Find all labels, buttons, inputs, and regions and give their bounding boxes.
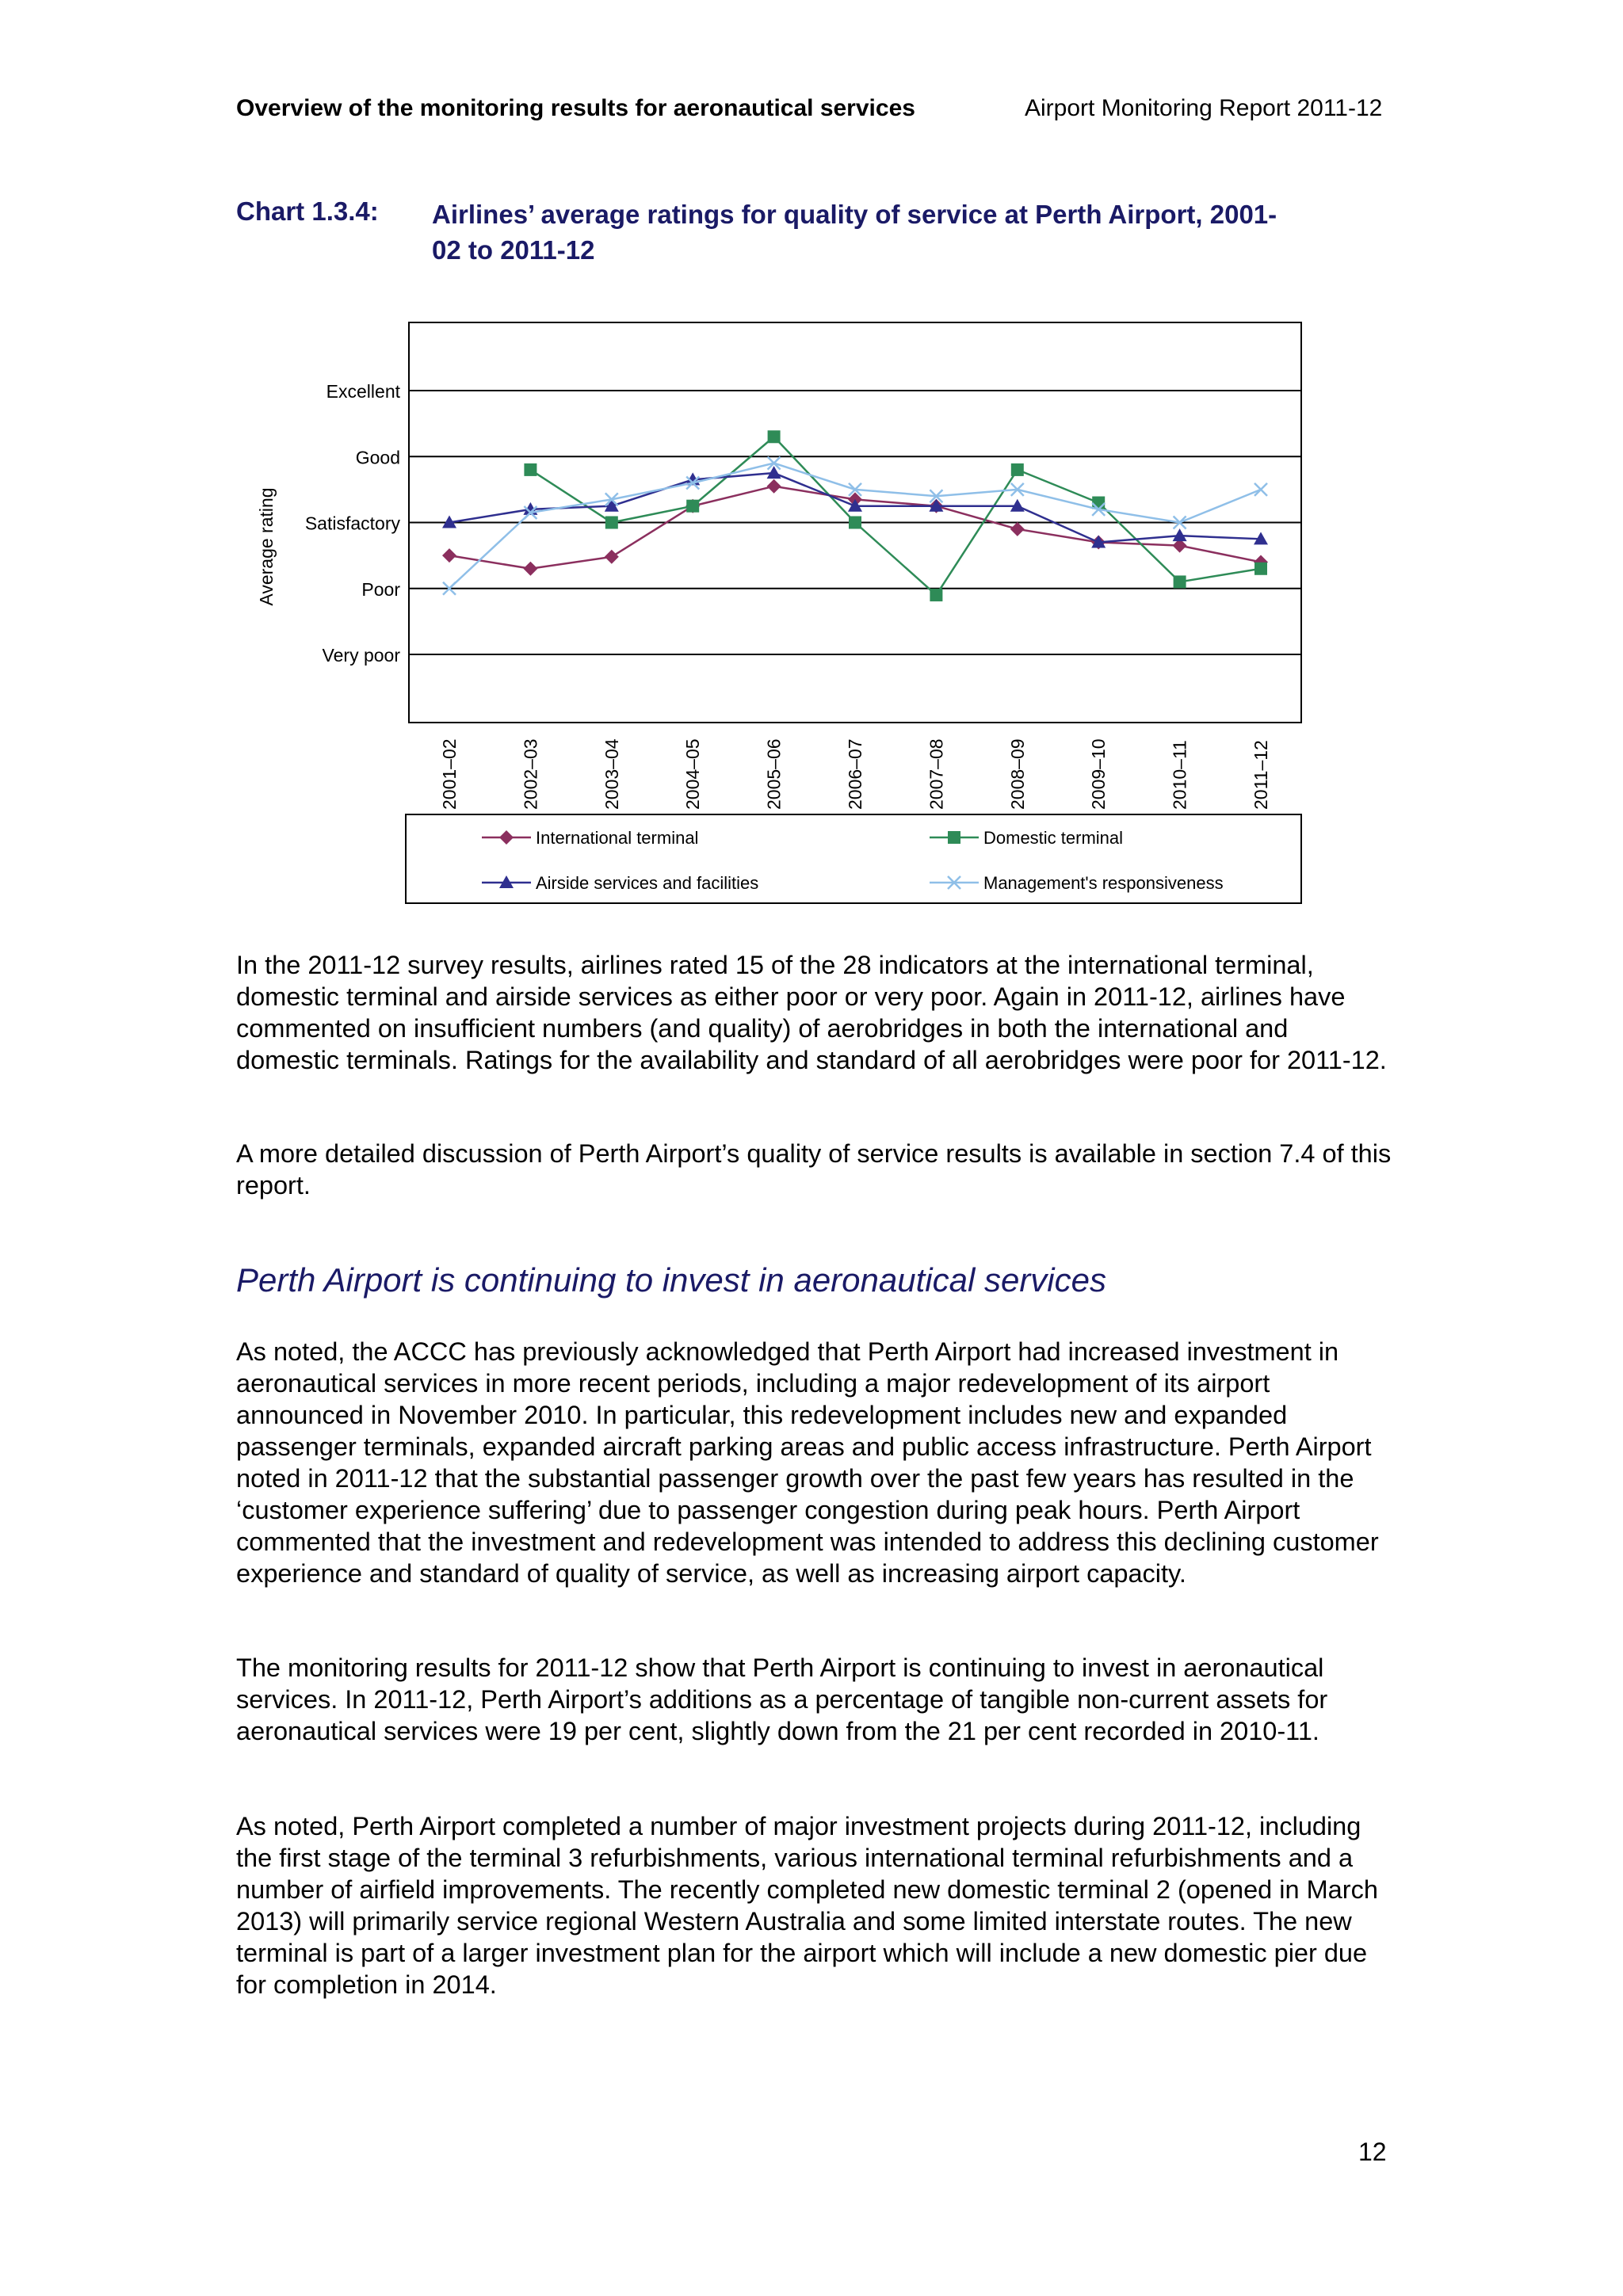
paragraph-investment-projects: As noted, Perth Airport completed a number of major investment projects during 2011-12, including the first stage of the terminal 3 refurbishments, various international terminal refurbishments and a number of airfield improvements. The recently completed new domestic terminal 2 (opened in March 2013) will primarily service regional Western Australia and some limited interstate routes. The new terminal is part of a larger investment plan for the airport which will include a new domestic pier due for completion in 2014. (236, 1812, 1378, 1999)
x-tick-label: 2006–07 (845, 738, 865, 810)
x-tick-label: 2007–08 (926, 738, 947, 810)
x-tick-label: 2010–11 (1169, 740, 1190, 810)
quality-ratings-chart (0, 0, 1623, 919)
data-point-domestic-terminal (1011, 463, 1024, 476)
data-point-domestic-terminal (605, 517, 618, 529)
legend-label: Management's responsiveness (983, 873, 1224, 893)
paragraph-monitoring-results: The monitoring results for 2011-12 show that Perth Airport is continuing to invest in aeronautical services. In 2011-12, Perth Airport’s additions as a percentage of tangible non-current assets for aeronautical services were 19 per cent, slightly down from the 21 per cent recorded in 2010-11. (236, 1653, 1328, 1745)
data-point-domestic-terminal (930, 589, 942, 601)
y-tick-label: Very poor (322, 645, 400, 666)
running-header-title: Overview of the monitoring results for aeronautical services (236, 95, 915, 121)
paragraph-detailed-discussion: A more detailed discussion of Perth Airport’s quality of service results is available in section 7.4 of this report. (236, 1139, 1392, 1199)
y-tick-label: Good (355, 447, 400, 468)
x-tick-label: 2001–02 (439, 738, 460, 810)
data-point-domestic-terminal (1174, 575, 1186, 588)
legend-marker-domestic-terminal (948, 831, 960, 844)
chart-number: Chart 1.3.4: (236, 196, 379, 226)
data-point-domestic-terminal (1092, 497, 1105, 509)
x-tick-label: 2008–09 (1006, 738, 1028, 810)
legend-label: Domestic terminal (983, 828, 1124, 848)
x-tick-label: 2003–04 (601, 738, 622, 810)
x-tick-label: 2002–03 (520, 738, 541, 810)
y-tick-label: Poor (361, 578, 400, 600)
data-point-domestic-terminal (524, 463, 537, 476)
page-number: 12 (1358, 2138, 1387, 2166)
legend-label: Airside services and facilities (536, 873, 759, 893)
chart-caption-title: Airlines’ average ratings for quality of service at Perth Airport, 2001-02 to 2011-12 (432, 200, 1277, 265)
y-tick-label: Excellent (326, 381, 400, 402)
x-tick-label: 2011–12 (1251, 740, 1271, 810)
running-header-report: Airport Monitoring Report 2011-12 (1025, 95, 1383, 121)
data-point-domestic-terminal (768, 430, 781, 443)
x-tick-label: 2004–05 (682, 738, 704, 810)
data-point-domestic-terminal (849, 517, 861, 529)
data-point-domestic-terminal (686, 500, 699, 513)
y-tick-label: Satisfactory (304, 513, 400, 534)
section-heading: Perth Airport is continuing to invest in aeronautical services (236, 1261, 1106, 1299)
paragraph-acc-investment: As noted, the ACCC has previously acknowledged that Perth Airport had increased investment in aeronautical services in more recent periods, including a major redevelopment of its airport announced in November 2010. In particular, this redevelopment includes new and expanded passenger terminals, expanded aircraft parking areas and public access infrastructure. Perth Airport noted in 2011-12 that the substantial passenger growth over the past few years has resulted in the ‘customer experience suffering’ due to passenger congestion during peak hours. Perth Airport commented that the investment and redevelopment was intended to address this declining customer experience and standard of quality of service, as well as increasing airport capacity. (236, 1337, 1379, 1588)
y-axis-label: Average rating (256, 487, 277, 606)
data-point-domestic-terminal (1254, 563, 1267, 575)
paragraph-survey-results: In the 2011-12 survey results, airlines rated 15 of the 28 indicators at the international terminal, domestic terminal and airside services as either poor or very poor. Again in 2011-12, airlines have commented on insufficient numbers (and quality) of aerobridges in both the international and domestic terminals. Ratings for the availability and standard of all aerobridges were poor for 2011-12. (236, 951, 1387, 1074)
x-tick-label: 2005–06 (763, 738, 785, 810)
legend-label: International terminal (536, 828, 699, 848)
x-tick-label: 2009–10 (1088, 738, 1109, 810)
